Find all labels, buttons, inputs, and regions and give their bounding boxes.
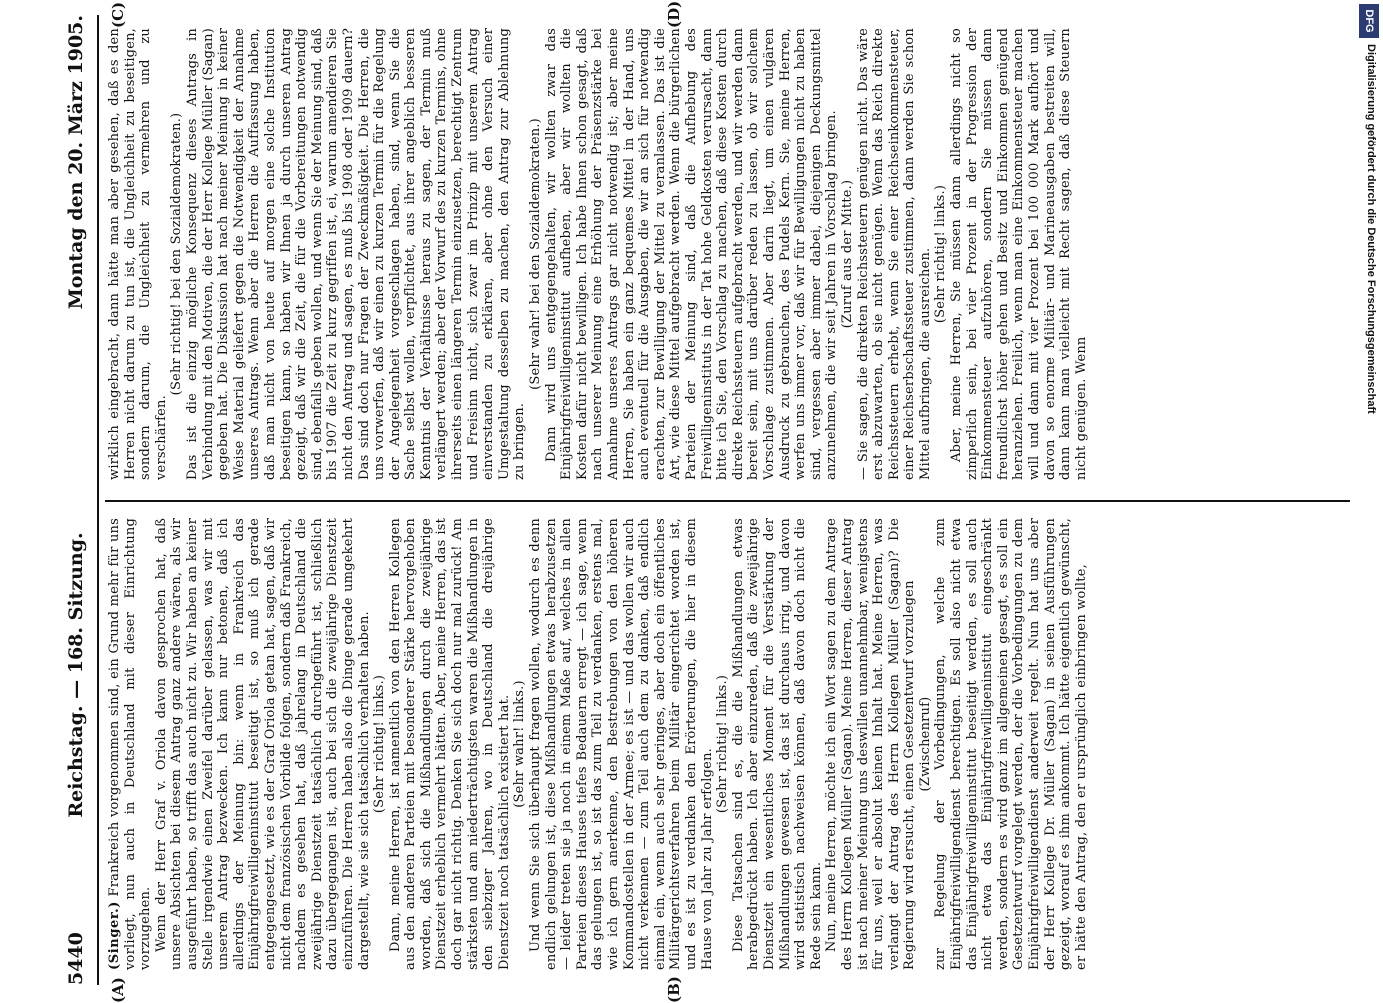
speech-paragraph: Und wenn Sie sich überhaupt fragen wollen, wodurch es denn endlich gelungen ist, diese Mißhandlungen etwas herabzusetzen — leider treten sie ja noch in einem Maße auf, welches in allen Parteien dieses Hauses tiefes Bedauern erregt — ich sage, wenn das gelungen ist, so ist das zum Teil zu verdanken, erstens mal, wie ich gern anerkenne, den Bestrebungen von den höheren Kommandostellen in der Armee; es ist — und das wollen wir auch nicht verkennen — zum Teil auch dem zu danken, daß endlich einmal ein, wenn auch sehr geringes, aber doch ein öffentliches Militärgerichtsverfahren beim Militär eingerichtet worden ist, und es ist zu verdanken den Erörterungen, die hier in diesem Hause von Jahr zu Jahr erfolgen. <box>528 518 715 970</box>
paragraph-text: Frankreich vorgenommen sind, ein Grund mehr für uns vorliegt, nun auch in Deutschland mit dieser Einrichtung vorzugehen. <box>107 518 154 970</box>
interjection: (Zuruf aus der Mitte.) <box>839 179 855 329</box>
speech-paragraph: Dann, meine Herren, ist namentlich von den Herren Kollegen aus den anderen Parteien mit besonderer Stärke hervorgehoben worden, daß sich die Mißhandlungen durch die zweijährige Dienstzeit erheblich vermehrt hätten. Aber, meine Herren, das ist doch gar nicht richtig. Denken Sie sich doch nur mal zurück! Am stärksten und am niederträchtigsten waren die Mißhandlungen in den siebziger Jahren, wo in Deutschland die dreijährige Dienstzeit noch tatsächlich existiert hat. <box>387 518 512 970</box>
speech-paragraph: Dann wird uns entgegengehalten, wir wollten zwar das Einjährigfreiwilligeninstitut aufheben, aber wir wollten die Kosten dafür nicht bewilligen. Ich habe Ihnen schon gesagt, daß nach unserer Meinung eine Erhöhung der Präsenzstärke bei Annahme unseres Antrags gar nicht notwendig ist; aber meine Herren, Sie haben ein ganz bequemes Mittel in der Hand, uns auch eventuell für die Ausgaben, die wir an sich für notwendig erachten, zur Bewilligung der Mittel zu veranlassen. Das ist die Art, wie diese Mittel aufgebracht werden. Wenn die bürgerlichen Parteien der Meinung sind, daß die Aufhebung des Freiwilligeninstituts in der Tat hohe Geldkosten verursacht, dann bitte ich Sie, den Vorschlag zu machen, daß diese Kosten durch direkte Reichssteuern aufgebracht werden, und wir werden dann bereit sein, mit uns darüber reden zu lassen, ob wir solchem Vorschlage zustimmen. Aber darin liegt, um einen vulgären Ausdruck zu gebrauchen, des Pudels Kern. Sie, meine Herren, werfen uns immer vor, daß wir für Bewilligungen nicht zu haben sind, vergessen aber immer dabei, diejenigen Deckungsmittel anzunehmen, die wir seit Jahren in Vorschlag bringen. <box>543 28 840 480</box>
dfg-credit-text: Digitalisierung gefördert durch die Deutsche Forschungsgemeinschaft <box>1365 44 1377 414</box>
speech-paragraph: Nun, meine Herren, möchte ich ein Wort sagen zu dem Antrage des Herrn Kollegen Müller (Sagan). Meine Herren, dieser Antrag ist nach meiner Meinung uns deswillen unannehmbar, wenigstens für uns, weil er absolut keinen Inhalt hat. Meine Herren, was verlangt der Antrag des Herrn Kollegen Müller (Sagan)? Die Regierung wird ersucht, einen Gesetzentwurf vorzulegen <box>824 518 918 970</box>
left-column <box>107 518 1342 970</box>
header-rule <box>97 15 99 985</box>
session-title: Reichstag. — 168. Sitzung. <box>65 532 87 818</box>
margin-marker-c: (C) <box>109 1 127 28</box>
interjection: (Sehr richtig! links.) <box>715 674 731 814</box>
column-rule <box>105 500 1350 502</box>
interjection: (Sehr wahr! links.) <box>512 680 528 808</box>
newspaper-page <box>55 0 1350 1003</box>
page-header <box>55 15 97 985</box>
rotated-page-content <box>55 0 1350 1003</box>
margin-marker-b: (B) <box>665 976 683 1003</box>
interjection: (Sehr richtig! bei den Sozialdemokraten.) <box>169 112 185 396</box>
speech-paragraph: Das ist die einzig mögliche Konsequenz dieses Antrags in Verbindung mit den Motiven, die der Herr Kollege Müller (Sagan) gegeben hat. Die Diskussion hat nach meiner Meinung in keiner Weise Material geliefert gegen die Notwendigkeit der Annahme unseres Antrags. Wenn aber die Herren die Auffassung haben, daß man nicht von heute auf morgen eine solche Institution beseitigen kann, so haben wir Ihnen ja durch unseren Antrag gezeigt, daß wir die Zeit, die für die Vorbereitungen notwendig sind, ebenfalls geben wollen, und wenn Sie der Meinung sind, daß bis 1907 die Zeit zu kurz gegriffen ist, ei, warum amendieren Sie nicht den Antrag und sagen, es muß bis 1908 oder 1909 dauern? Das sind doch nur Fragen der Zweckmäßigkeit. Die Herren, die uns vorwerfen, daß wir einen zu kurzen Termin für die Regelung der Angelegenheit vorgeschlagen haben, sind, wenn Sie die Sache selbst wollen, verpflichtet, aus ihrer angeblich besseren Kenntnis der Verhältnisse heraus zu sagen, der Termin muß verlängert werden; aber der Vorwurf des zu kurzen Termins, ohne ihrerseits einen längeren Termin einzusetzen, berechtigt Zentrum und Freisinn nicht, sich zwar im Prinzip mit unserem Antrag einverstanden zu erklären, aber ohne den Versuch einer Umgestaltung desselben zu machen, den Antrag zur Ablehnung zu bringen. <box>184 28 528 480</box>
right-column <box>107 28 1342 480</box>
speech-paragraph: Wenn der Herr Graf v. Oriola davon gesprochen hat, daß unsere Absichten bei diesem Antrag ganz andere wären, als wir ausgeführt haben, so trifft das auch nicht zu. Wir haben an keiner Stelle irgendwie einen Zweifel darüber gelassen, was wir mit unserem Antrag bezwecken. Ich kann nur betonen, daß ich allerdings der Meinung bin: wenn in Frankreich das Einjährigfreiwilligeninstitut beseitigt ist, so muß ich gerade entgegengesetzt, wie es der Graf Oriola getan hat, sagen, daß wir nicht dem französischen Vorbilde folgen, sondern daß Frankreich, nachdem es gesehen hat, daß jahrelang in Deutschland die zweijährige Dienstzeit tatsächlich durchgeführt ist, schließlich dazu übergegangen ist, auch bei sich die zweijährige Dienstzeit einzuführen. Die Herren haben also die Dinge gerade umgekehrt dargestellt, wie sie sich tatsächlich verhalten haben. <box>153 518 372 970</box>
dfg-side-note-rotated <box>1355 0 1383 1000</box>
dfg-logo: DFG <box>1359 4 1379 38</box>
speech-paragraph: Aber, meine Herren, Sie müssen dann allerdings nicht so zimperlich sein, bei vier Prozent in der Progression der Einkommensteuer aufzuhören, sondern Sie müssen dann freundlichst höher gehen und Besitz und Einkommen genügend heranziehen. Freilich, wenn man eine Einkommensteuer machen will und dann mit vier Prozent bei 100 000 Mark aufhört und davon so enorme Militär- und Marineausgaben bestreiten will, dann kann man vielleicht mit Recht sagen, daß diese Steuern nicht genügen. Wenn <box>949 28 1089 480</box>
speech-paragraph: Diese Tatsachen sind es, die die Mißhandlungen etwas herabgedrückt haben. Ich aber einzureden, daß die zweijährige Dienstzeit ein wesentliches Moment für die Verstärkung der Mißhandlungen gewesen ist, das ist durchaus irrig, und davon wird statistisch nachweisen können, daß davon doch nicht die Rede sein kann. <box>730 518 824 970</box>
session-date: Montag den 20. März 1905. <box>65 15 87 310</box>
interjection: (Zwischenruf) <box>917 696 933 792</box>
speech-paragraph: — Sie sagen, die direkten Reichssteuern genügen nicht. Das wäre erst abzuwarten, ob sie nicht genügen. Wenn das Reich direkte Reichssteuern erhebt, wenn Sie einer Reichseinkommensteuer, einer Reichserbschaftssteuer zustimmen, dann werden Sie schon Mittel aufbringen, die ausreichen. <box>855 28 933 480</box>
interjection: (Sehr richtig! links.) <box>372 674 388 814</box>
margin-marker-a: (A) <box>109 977 127 1003</box>
dfg-side-note <box>1355 0 1383 1000</box>
interjection: (Sehr richtig! links.) <box>933 184 949 324</box>
speech-paragraph <box>107 518 154 970</box>
margin-marker-d: (D) <box>665 0 683 28</box>
speech-paragraph: zur Regelung der Vorbedingungen, welche zum Einjährigfreiwilligendienst berechtigen. Es soll also nicht etwa das Einjährigfreiwilligeninstitut beseitigt werden, es soll auch nicht etwa das Einjährigfreiwilligeninstitut eingeschränkt werden, sondern es wird ganz im allgemeinen gesagt, es soll ein Gesetzentwurf vorgelegt werden, der die Vorbedingungen zu dem Einjährigfreiwilligendienst anderweit regelt. Nun hat uns aber der Herr Kollege Dr. Müller (Sagan) in seinen Ausführungen gezeigt, worauf es ihm ankommt. Ich hätte eigentlich gewünscht, er hätte den Antrag, den er ursprünglich einbringen wollte, <box>933 518 1089 970</box>
page-number: 5440 <box>65 932 87 985</box>
speaker-name: (Singer.) <box>107 900 122 970</box>
speech-paragraph: wirklich eingebracht, dann hätte man aber gesehen, daß es den Herren nicht darum zu tun ist, die Ungleichheit zu beseitigen, sondern darum, die Ungleichheit zu vermehren und zu verschärfen. <box>107 28 169 480</box>
interjection: (Sehr wahr! bei den Sozialdemokraten.) <box>528 118 544 390</box>
